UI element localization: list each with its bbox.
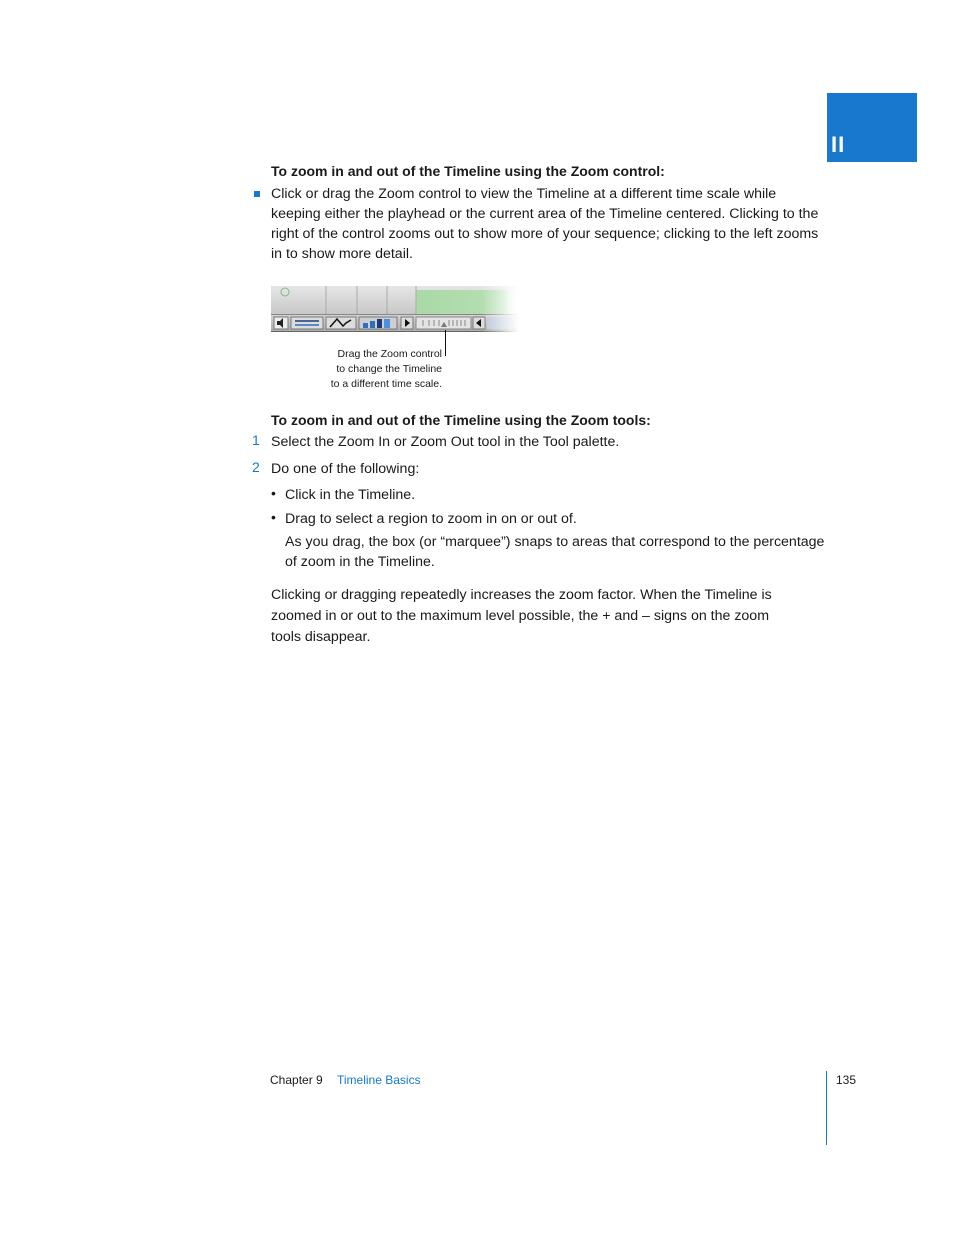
sub-bullet: Click in the Timeline.	[285, 487, 416, 503]
zoom-control-bullet: Click or drag the Zoom control to view the Timeline at a different time scale while keeping either the playhead or the current area of the Timeline centered. Clicking to the right of the control zooms out to show more of your sequence; clicking to the left zooms in to show more detail.	[271, 186, 819, 262]
footer-chapter: Chapter 9	[270, 1073, 323, 1087]
timeline-zoom-control-figure	[271, 286, 519, 334]
step-text: Do one of the following:	[271, 461, 420, 477]
bullet-square-icon	[254, 191, 260, 197]
zoom-tools-heading: To zoom in and out of the Timeline using the Zoom tools:	[271, 412, 651, 428]
page-number: 135	[836, 1073, 857, 1087]
bullet-dot-icon: •	[271, 485, 276, 501]
caption-line: to a different time scale.	[330, 378, 442, 390]
bullet-dot-icon: •	[271, 509, 276, 525]
section-tab-label: II	[831, 132, 846, 157]
step-text: Select the Zoom In or Zoom Out tool in the Tool palette.	[271, 434, 620, 450]
caption-line: to change the Timeline	[336, 363, 442, 375]
sub-bullet: Drag to select a region to zoom in on or out of.	[285, 511, 577, 527]
callout-line	[445, 330, 446, 356]
section-tab	[827, 93, 917, 162]
step-number: 1	[252, 432, 260, 448]
footer-chapter-title: Timeline Basics	[337, 1073, 421, 1087]
figure-caption	[322, 347, 442, 392]
closing-paragraph: Clicking or dragging repeatedly increases the zoom factor. When the Timeline is zoomed in or out to the maximum level possible, the + and – signs on the zoom tools disappear.	[271, 587, 772, 645]
step-number: 2	[252, 459, 260, 475]
zoom-control-heading: To zoom in and out of the Timeline using the Zoom control:	[271, 163, 665, 179]
footer-rule	[826, 1071, 827, 1145]
caption-line: Drag the Zoom control	[337, 348, 442, 360]
sub-note: As you drag, the box (or “marquee”) snaps to areas that correspond to the percentage of zoom in the Timeline.	[285, 534, 825, 570]
